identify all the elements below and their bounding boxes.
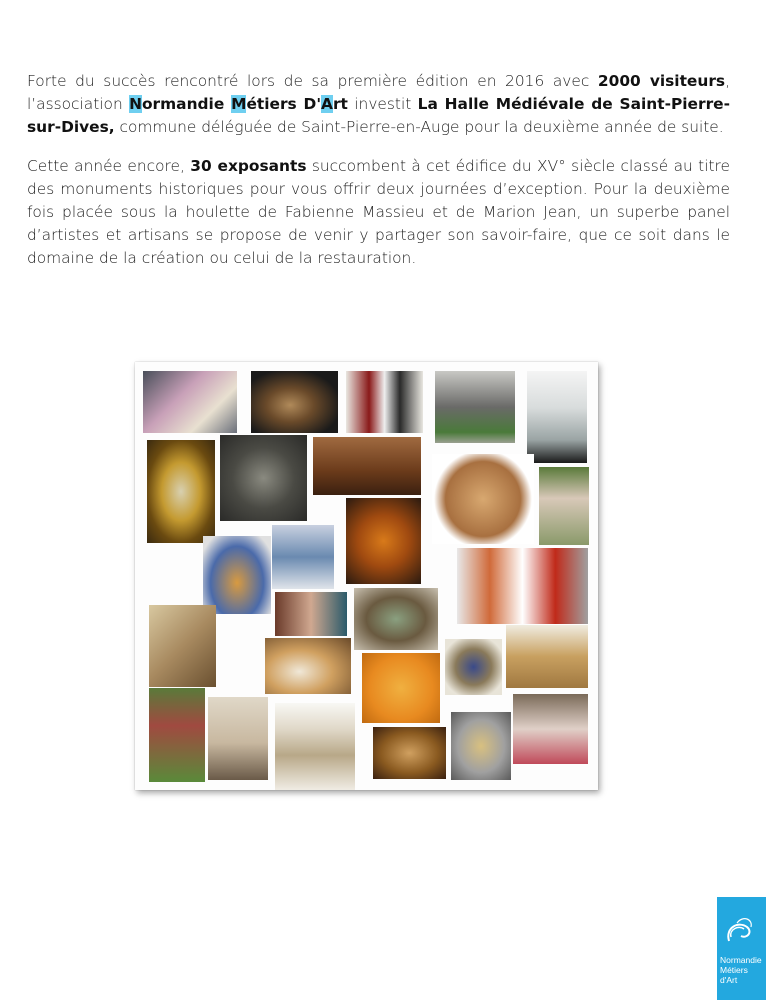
photo-gilded-mirror — [147, 440, 215, 543]
logo-text: Normandie Métiers d'Art — [720, 955, 762, 985]
photo-glass-beads — [362, 653, 440, 723]
photo-garments — [346, 371, 423, 433]
photo-book-cover — [275, 703, 355, 790]
photo-lamps — [457, 548, 588, 624]
intro-text — [27, 70, 730, 286]
photo-wire-faces — [451, 712, 511, 780]
photo-jewellery-woman — [275, 592, 347, 636]
swirl-icon — [717, 897, 766, 953]
photo-ceramic-plate — [265, 638, 351, 694]
photo-wrought-gate — [435, 371, 515, 443]
photo-giraffe-ceramic — [203, 536, 271, 614]
photo-lacquered-box — [346, 498, 421, 584]
paragraph-1: Forte du succès rencontré lors de sa première édition en 2016 avec 2000 visiteurs, l’association Normandie Métiers D'Art investit La Halle Médiévale de Saint-Pierre-sur-Dives, commune déléguée de Saint-Pierre-en-Auge pour la deuxième année de suite. — [27, 72, 730, 136]
photo-pottery-wheel — [251, 371, 338, 433]
photo-brooch — [445, 639, 502, 695]
visitors-count: 2000 visiteurs — [597, 72, 726, 90]
normandie-metiers-dart-logo — [717, 897, 766, 1000]
exhibitors-count: 30 exposants — [190, 157, 307, 175]
photo-book-binding — [149, 605, 216, 687]
photo-round-cabinet — [432, 454, 534, 544]
photo-metal-frame — [220, 435, 307, 521]
photo-workshop — [513, 694, 588, 764]
photo-figurine — [539, 467, 589, 545]
photo-stone-fireplace — [208, 697, 268, 780]
association-name: Normandie Métiers D'Art — [129, 95, 348, 113]
paragraph-2: Cette année encore, 30 exposants succombent à cet édifice du XV° siècle classé au titre des monuments historiques pour vous offrir deux journées d’exception. Pour la deuxième fois placée sous la houlette de Fabienne Massieu et de Marion Jean, un superbe panel d’artistes et artisans se propose de venir y partager son savoir-faire, que ce soit dans le domaine de la création ou celui de la restauration. — [27, 157, 730, 267]
photo-dress-form — [149, 688, 205, 782]
photo-glass-sculpture — [527, 371, 587, 463]
photo-artisan-working — [143, 371, 237, 433]
photo-kitchen-cabinets — [506, 625, 588, 688]
photo-doll-sculpture — [272, 525, 334, 589]
photo-collage — [135, 362, 598, 790]
photo-wood-joinery — [313, 437, 421, 495]
venue-name: La Halle Médiévale de Saint-Pierre-sur-Dives, — [27, 95, 730, 136]
photo-bronze-mask — [373, 727, 446, 779]
photo-pottery-bowls — [354, 588, 438, 650]
